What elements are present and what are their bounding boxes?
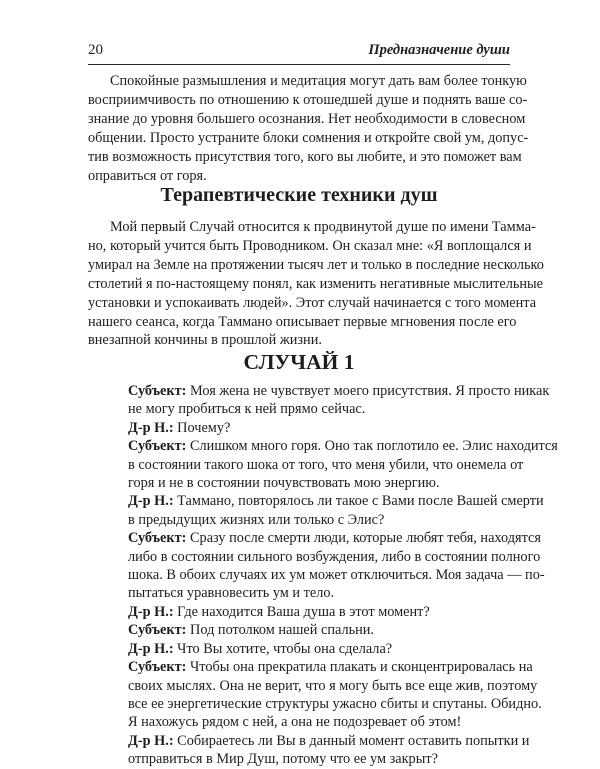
paragraph-line: знание до уровня большего осознания. Нет необходимости в словесном	[88, 110, 526, 127]
section-heading: Терапевтические техники душ	[160, 184, 438, 206]
speaker-label: Д-р Н.:	[128, 732, 174, 749]
dialogue-line: Под потолком нашей спальни.	[190, 622, 374, 639]
speaker-label: Д-р Н.:	[128, 640, 174, 657]
speaker-label: Д-р Н.:	[128, 419, 174, 436]
dialogue-turn	[128, 603, 510, 621]
dialogue-line: Чтобы она прекратила плакать и сконцентрировалась на	[190, 659, 533, 676]
paragraph-line: Спокойные размышления и медитация могут дать вам более тонкую	[110, 73, 527, 89]
paragraph-line: общении. Просто устраните блоки сомнения и откройте свой ум, допус-	[88, 129, 529, 146]
case-heading: СЛУЧАЙ 1	[243, 350, 355, 374]
speaker-label: Д-р Н.:	[128, 603, 174, 620]
dialogue-line: Где находится Ваша душа в этот момент?	[177, 603, 430, 620]
paragraph-line: тив возможность присутствия того, кого вы любите, и это поможет вам	[88, 148, 522, 165]
paragraph-line: внезапной кончины в прошлой жизни.	[88, 332, 322, 349]
page-header	[88, 40, 510, 60]
dialogue-line: либо в состоянии сильного возбуждения, либо в состоянии полного	[128, 548, 541, 565]
dialogue-turn	[128, 437, 558, 492]
paragraph-line: установки и успокаивать людей». Этот случай начинается с того момента	[88, 294, 537, 311]
dialogue-line: шока. В обоих случаях их ум может отключиться. Моя задача — по-	[128, 567, 545, 584]
speaker-label: Субъект:	[128, 438, 187, 455]
running-title: Предназначение души	[368, 42, 510, 58]
dialogue-line: Слишком много горя. Оно так поглотило ее. Элис находится	[190, 438, 558, 455]
dialogue-line: Я нахожусь рядом с ней, а она не подозревает об этом!	[128, 714, 462, 731]
paragraph-line: оправиться от горя.	[88, 167, 207, 184]
dialogue-line: Моя жена не чувствует моего присутствия. Я просто никак	[190, 383, 550, 399]
dialogue-turn	[128, 529, 545, 603]
paragraph-line: Мой первый Случай относится к продвинутой душе по имени Таммa-	[110, 219, 536, 235]
dialogue-line: Сразу после смерти люди, которые любят тебя, находятся	[190, 530, 541, 547]
header-rule	[88, 64, 510, 65]
paragraph-line: нашего сеанса, когда Таммано описывает первые мгновения после его	[88, 313, 517, 330]
dialogue-line: Что Вы хотите, чтобы она сделала?	[177, 640, 393, 657]
dialogue-turn	[128, 640, 510, 658]
speaker-label: Субъект:	[128, 530, 187, 547]
dialogue-line: Почему?	[177, 419, 231, 436]
dialogue-line: в предыдущих жизнях или только с Элис?	[128, 511, 385, 528]
section-paragraph	[88, 218, 544, 350]
speaker-label: Субъект:	[128, 383, 187, 399]
paragraph-line: умирал на Земле на протяжении тысяч лет и только в последние несколько	[88, 256, 544, 273]
paragraph-line: столетий я по-настоящему понял, как изменить негативные мыслительные	[88, 275, 543, 292]
dialogue-line: Собираетесь ли Вы в данный момент оставить попытки и	[177, 732, 530, 749]
dialogue-line: пытаться уравновесить ум и тело.	[128, 585, 335, 602]
dialogue-turn	[128, 382, 550, 419]
dialogue-turn	[128, 732, 530, 769]
page-number: 20	[88, 42, 103, 58]
dialogue-line: горя и не в состоянии почувствовать мою энергию.	[128, 475, 440, 492]
dialogue-turn	[128, 419, 510, 437]
dialogue-line: Таммано, повторялось ли такое с Вами после Вашей смерти	[177, 493, 544, 510]
dialogue-line: в состоянии такого шока от того, что меня убили, что онемела от	[128, 456, 524, 473]
dialogue-line: отправиться в Мир Душ, потому что ее ум закрыт?	[128, 751, 438, 768]
dialogue-line: не могу пробиться к ней прямо сейчас.	[128, 401, 366, 418]
speaker-label: Д-р Н.:	[128, 493, 174, 510]
dialogue-turn	[128, 621, 510, 639]
dialogue-line: все ее энергетические структуры ужасно сбиты и спутаны. Обидно.	[128, 695, 542, 712]
speaker-label: Субъект:	[128, 659, 187, 676]
speaker-label: Субъект:	[128, 622, 187, 639]
dialogue-turn	[128, 658, 542, 732]
dialogue-line: своих мыслях. Она не верит, что я могу быть все еще жив, поэтому	[128, 677, 538, 694]
paragraph-line: восприимчивость по отношению к отошедшей душе и поднять ваше со-	[88, 91, 528, 108]
dialogue-transcript	[128, 382, 558, 769]
intro-paragraph	[88, 72, 529, 185]
dialogue-turn	[128, 492, 544, 529]
paragraph-line: но, который учится быть Проводником. Он сказал мне: «Я воплощался и	[88, 237, 532, 254]
